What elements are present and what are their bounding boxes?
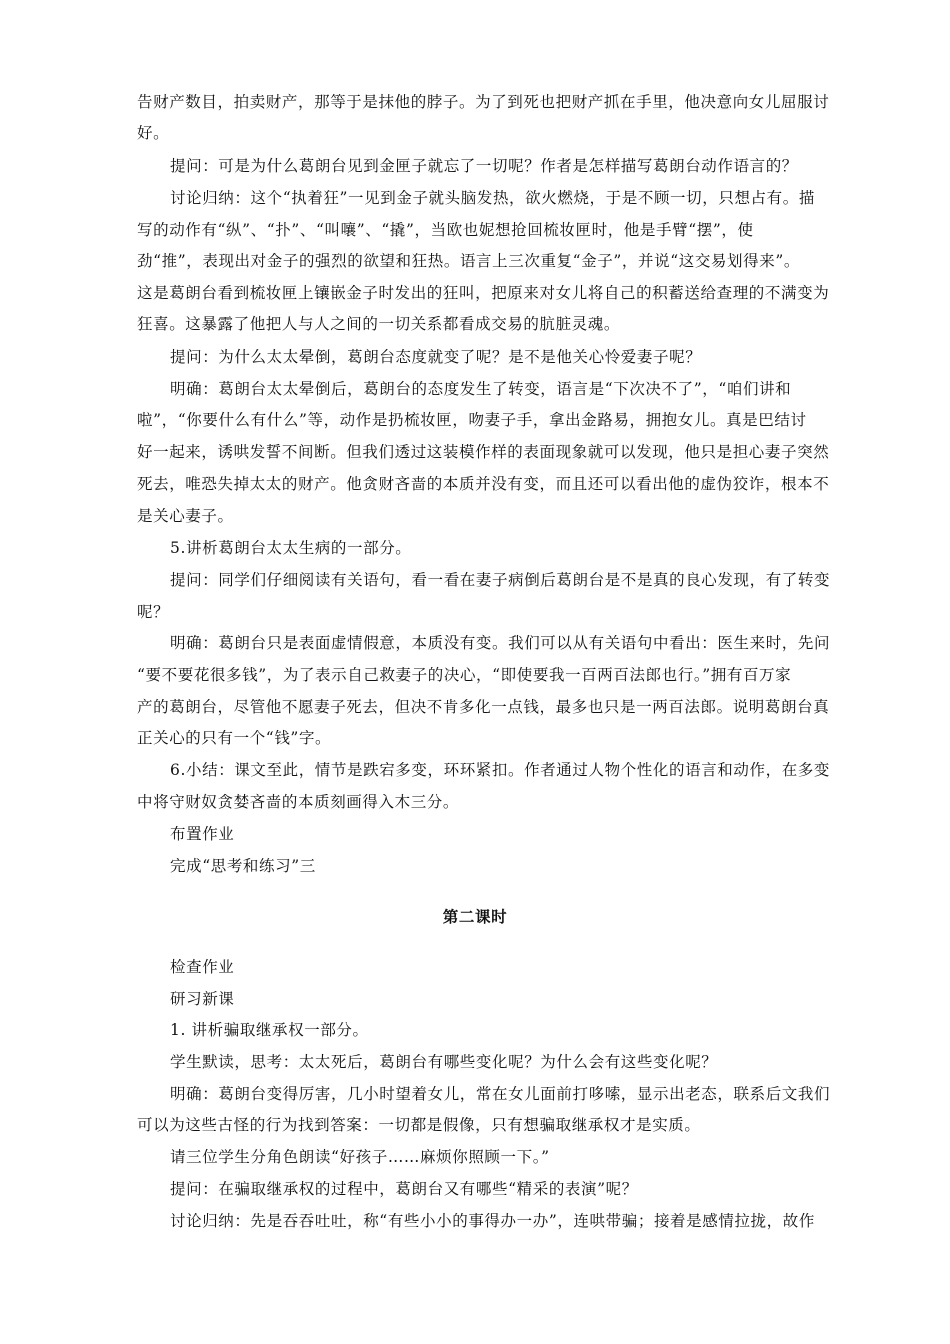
text-line: 完成“思考和练习”三	[170, 857, 316, 875]
text-line: 讨论归纳：这个“执着狂”一见到金子就头脑发热，欲火燃烧，于是不顾一切，只想占有。描	[170, 189, 815, 207]
text-line: 可以为这些古怪的行为找到答案：一切都是假像，只有想骗取继承权才是实质。	[137, 1116, 701, 1134]
text-line: 提问：为什么太太晕倒，葛朗台态度就变了呢？是不是他关心怜爱妻子呢？	[170, 348, 702, 366]
text-line: 1. 讲析骗取继承权一部分。	[170, 1021, 369, 1039]
text-line: 是关心妻子。	[137, 507, 234, 525]
text-line: 5.讲析葛朗台太太生病的一部分。	[170, 539, 412, 557]
text-line: 中将守财奴贪婪吝啬的本质刻画得入木三分。	[137, 793, 460, 811]
text-line: 正关心的只有一个“钱”字。	[137, 729, 332, 747]
text-line: 死去，唯恐失掉太太的财产。他贪财吝啬的本质并没有变，而且还可以看出他的虚伪狡诈，根本不	[137, 475, 830, 493]
text-line: 呢？	[137, 603, 170, 621]
text-line: 好。	[137, 124, 170, 142]
text-line: 写的动作有“纵”、“扑”、“叫嚷”、“撬”，当欧也妮想抢回梳妆匣时，他是手臂“摆”，使	[137, 221, 754, 239]
text-line: 告财产数目，拍卖财产，那等于是抹他的脖子。为了到死也把财产抓在手里，他决意向女儿屈服讨	[137, 93, 830, 111]
text-line: 6.小结：课文至此，情节是跌宕多变，环环紧扣。作者通过人物个性化的语言和动作，在多变	[170, 761, 830, 779]
text-line: “要不要花很多钱”，为了表示自己救妻子的决心，“即使要我一百两百法郎也行。”拥有百万家	[137, 666, 792, 684]
text-line: 好一起来，诱哄发誓不间断。但我们透过这装模作样的表面现象就可以发现，他只是担心妻子突然	[137, 443, 830, 461]
text-line: 提问：在骗取继承权的过程中，葛朗台又有哪些“精采的表演”呢？	[170, 1180, 638, 1198]
text-line: 研习新课	[170, 990, 235, 1008]
text-line: 产的葛朗台，尽管他不愿妻子死去，但决不肯多化一点钱，最多也只是一两百法郎。说明葛朗台真	[137, 698, 830, 716]
text-line: 狂喜。这暴露了他把人与人之间的一切关系都看成交易的肮脏灵魂。	[137, 315, 621, 333]
text-line: 请三位学生分角色朗读“好孩子……麻烦你照顾一下。”	[170, 1148, 550, 1166]
text-line: 啦”，“你要什么有什么”等，动作是扔梳妆匣，吻妻子手，拿出金路易，拥抱女儿。真是巴结讨	[137, 411, 807, 429]
text-line: 检查作业	[170, 958, 235, 976]
text-line: 这是葛朗台看到梳妆匣上镶嵌金子时发出的狂叫，把原来对女儿将自己的积蓄送给查理的不满变为	[137, 284, 830, 302]
text-line: 布置作业	[170, 825, 235, 843]
text-line: 明确：葛朗台只是表面虚情假意，本质没有变。我们可以从有关语句中看出：医生来时，先问	[170, 634, 831, 652]
text-line: 提问：同学们仔细阅读有关语句，看一看在妻子病倒后葛朗台是不是真的良心发现，有了转变	[170, 571, 831, 589]
text-line: 讨论归纳：先是吞吞吐吐，称“有些小小的事得办一办”，连哄带骗；接着是感情拉拢，故作	[170, 1212, 815, 1230]
text-line: 明确：葛朗台变得厉害，几小时望着女儿，常在女儿面前打哆嗦，显示出老态，联系后文我们	[170, 1085, 831, 1103]
text-line: 提问：可是为什么葛朗台见到金匣子就忘了一切呢？作者是怎样描写葛朗台动作语言的？	[170, 157, 798, 175]
text-line: 学生默读，思考：太太死后，葛朗台有哪些变化呢？为什么会有这些变化呢？	[170, 1053, 718, 1071]
text-line: 劲“推”，表现出对金子的强烈的欲望和狂热。语言上三次重复“金子”，并说“这交易划得来”。	[137, 252, 800, 270]
section-heading: 第二课时	[442, 908, 508, 926]
text-line: 明确：葛朗台太太晕倒后，葛朗台的态度发生了转变，语言是“下次决不了”，“咱们讲和	[170, 380, 792, 398]
